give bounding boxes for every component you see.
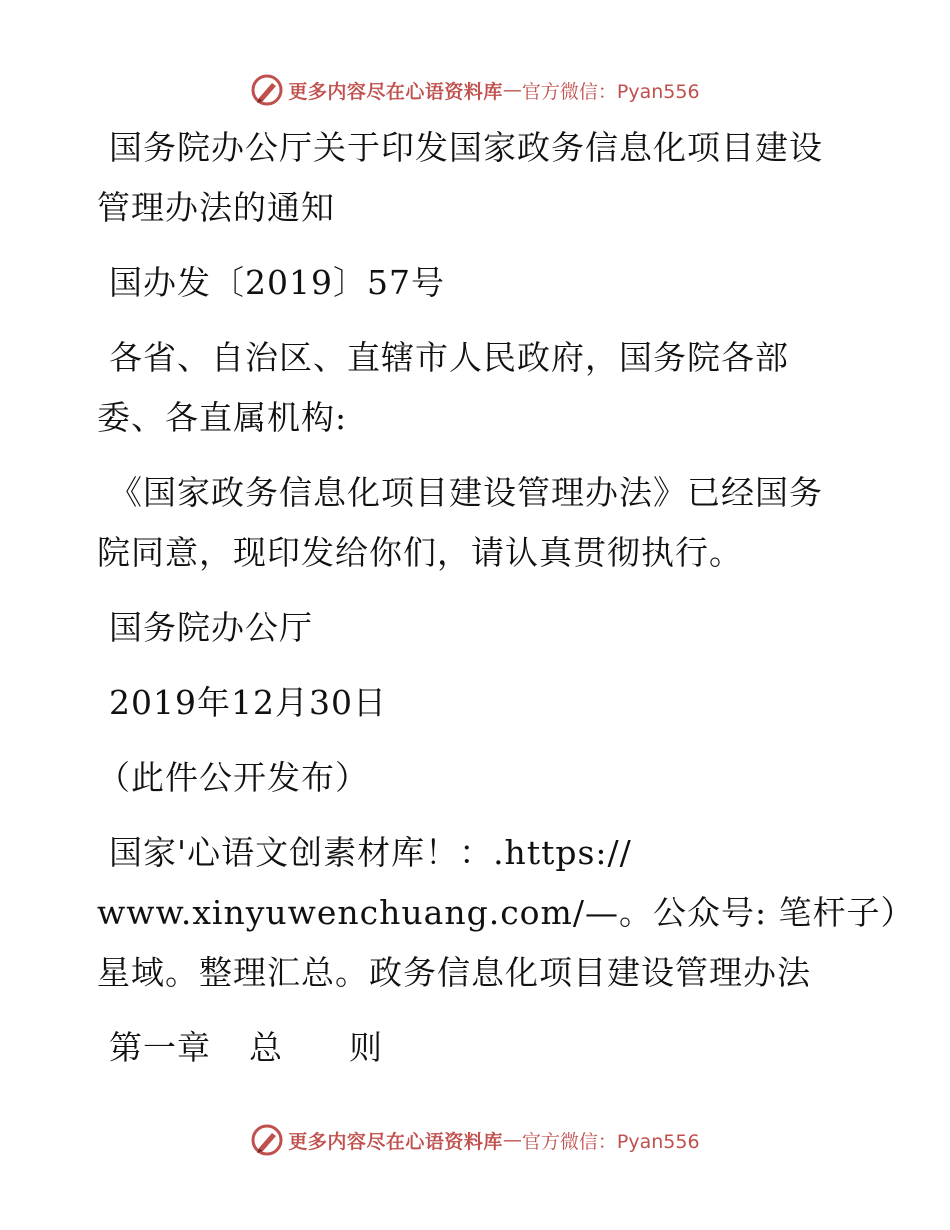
watermark-text: 更多内容尽在心语资料库 [288, 1130, 503, 1153]
body-line-1: 《国家政务信息化项目建设管理办法》已经国务 [109, 473, 823, 512]
chapter-number: 第一章 [109, 1028, 211, 1067]
footer-line-3: 星域。整理汇总。政务信息化项目建设管理办法 [97, 953, 811, 992]
doc-number: 国办发〔2019〕57号 [109, 263, 445, 302]
issuer: 国务院办公厅 [109, 608, 313, 647]
chapter-title-char-1: 总 [249, 1028, 283, 1067]
pen-logo-icon [250, 1123, 284, 1157]
chapter-title-char-2: 则 [349, 1028, 383, 1067]
recipients-line-1: 各省、自治区、直辖市人民政府，国务院各部 [109, 338, 789, 377]
footer-line-1: 国家'心语文创素材库！：.https:// [109, 833, 632, 872]
chapter-heading [97, 1018, 837, 1078]
recipients-line-2: 委、各直属机构: [97, 398, 348, 437]
watermark-separator: — [502, 79, 522, 101]
watermark-wechat: 官方微信：Pyan556 [521, 80, 700, 103]
watermark-text: 更多内容尽在心语资料库 [288, 80, 503, 103]
document-body [97, 118, 915, 1078]
issue-date: 2019年12月30日 [109, 683, 387, 722]
watermark-separator: — [502, 1129, 522, 1151]
publish-note: （此件公开发布） [97, 758, 369, 797]
doc-title-line-1: 国务院办公厅关于印发国家政务信息化项目建设 [109, 128, 823, 167]
footer-line-2: www.xinyuwenchuang.com/—。公众号: 笔杆子） [97, 893, 915, 932]
watermark-wechat: 官方微信：Pyan556 [521, 1130, 700, 1153]
doc-title-line-2: 管理办法的通知 [97, 188, 335, 227]
watermark-banner-top [0, 70, 950, 110]
watermark-banner-bottom [0, 1120, 950, 1160]
body-line-2: 院同意，现印发给你们，请认真贯彻执行。 [97, 533, 743, 572]
pen-logo-icon [250, 73, 284, 107]
